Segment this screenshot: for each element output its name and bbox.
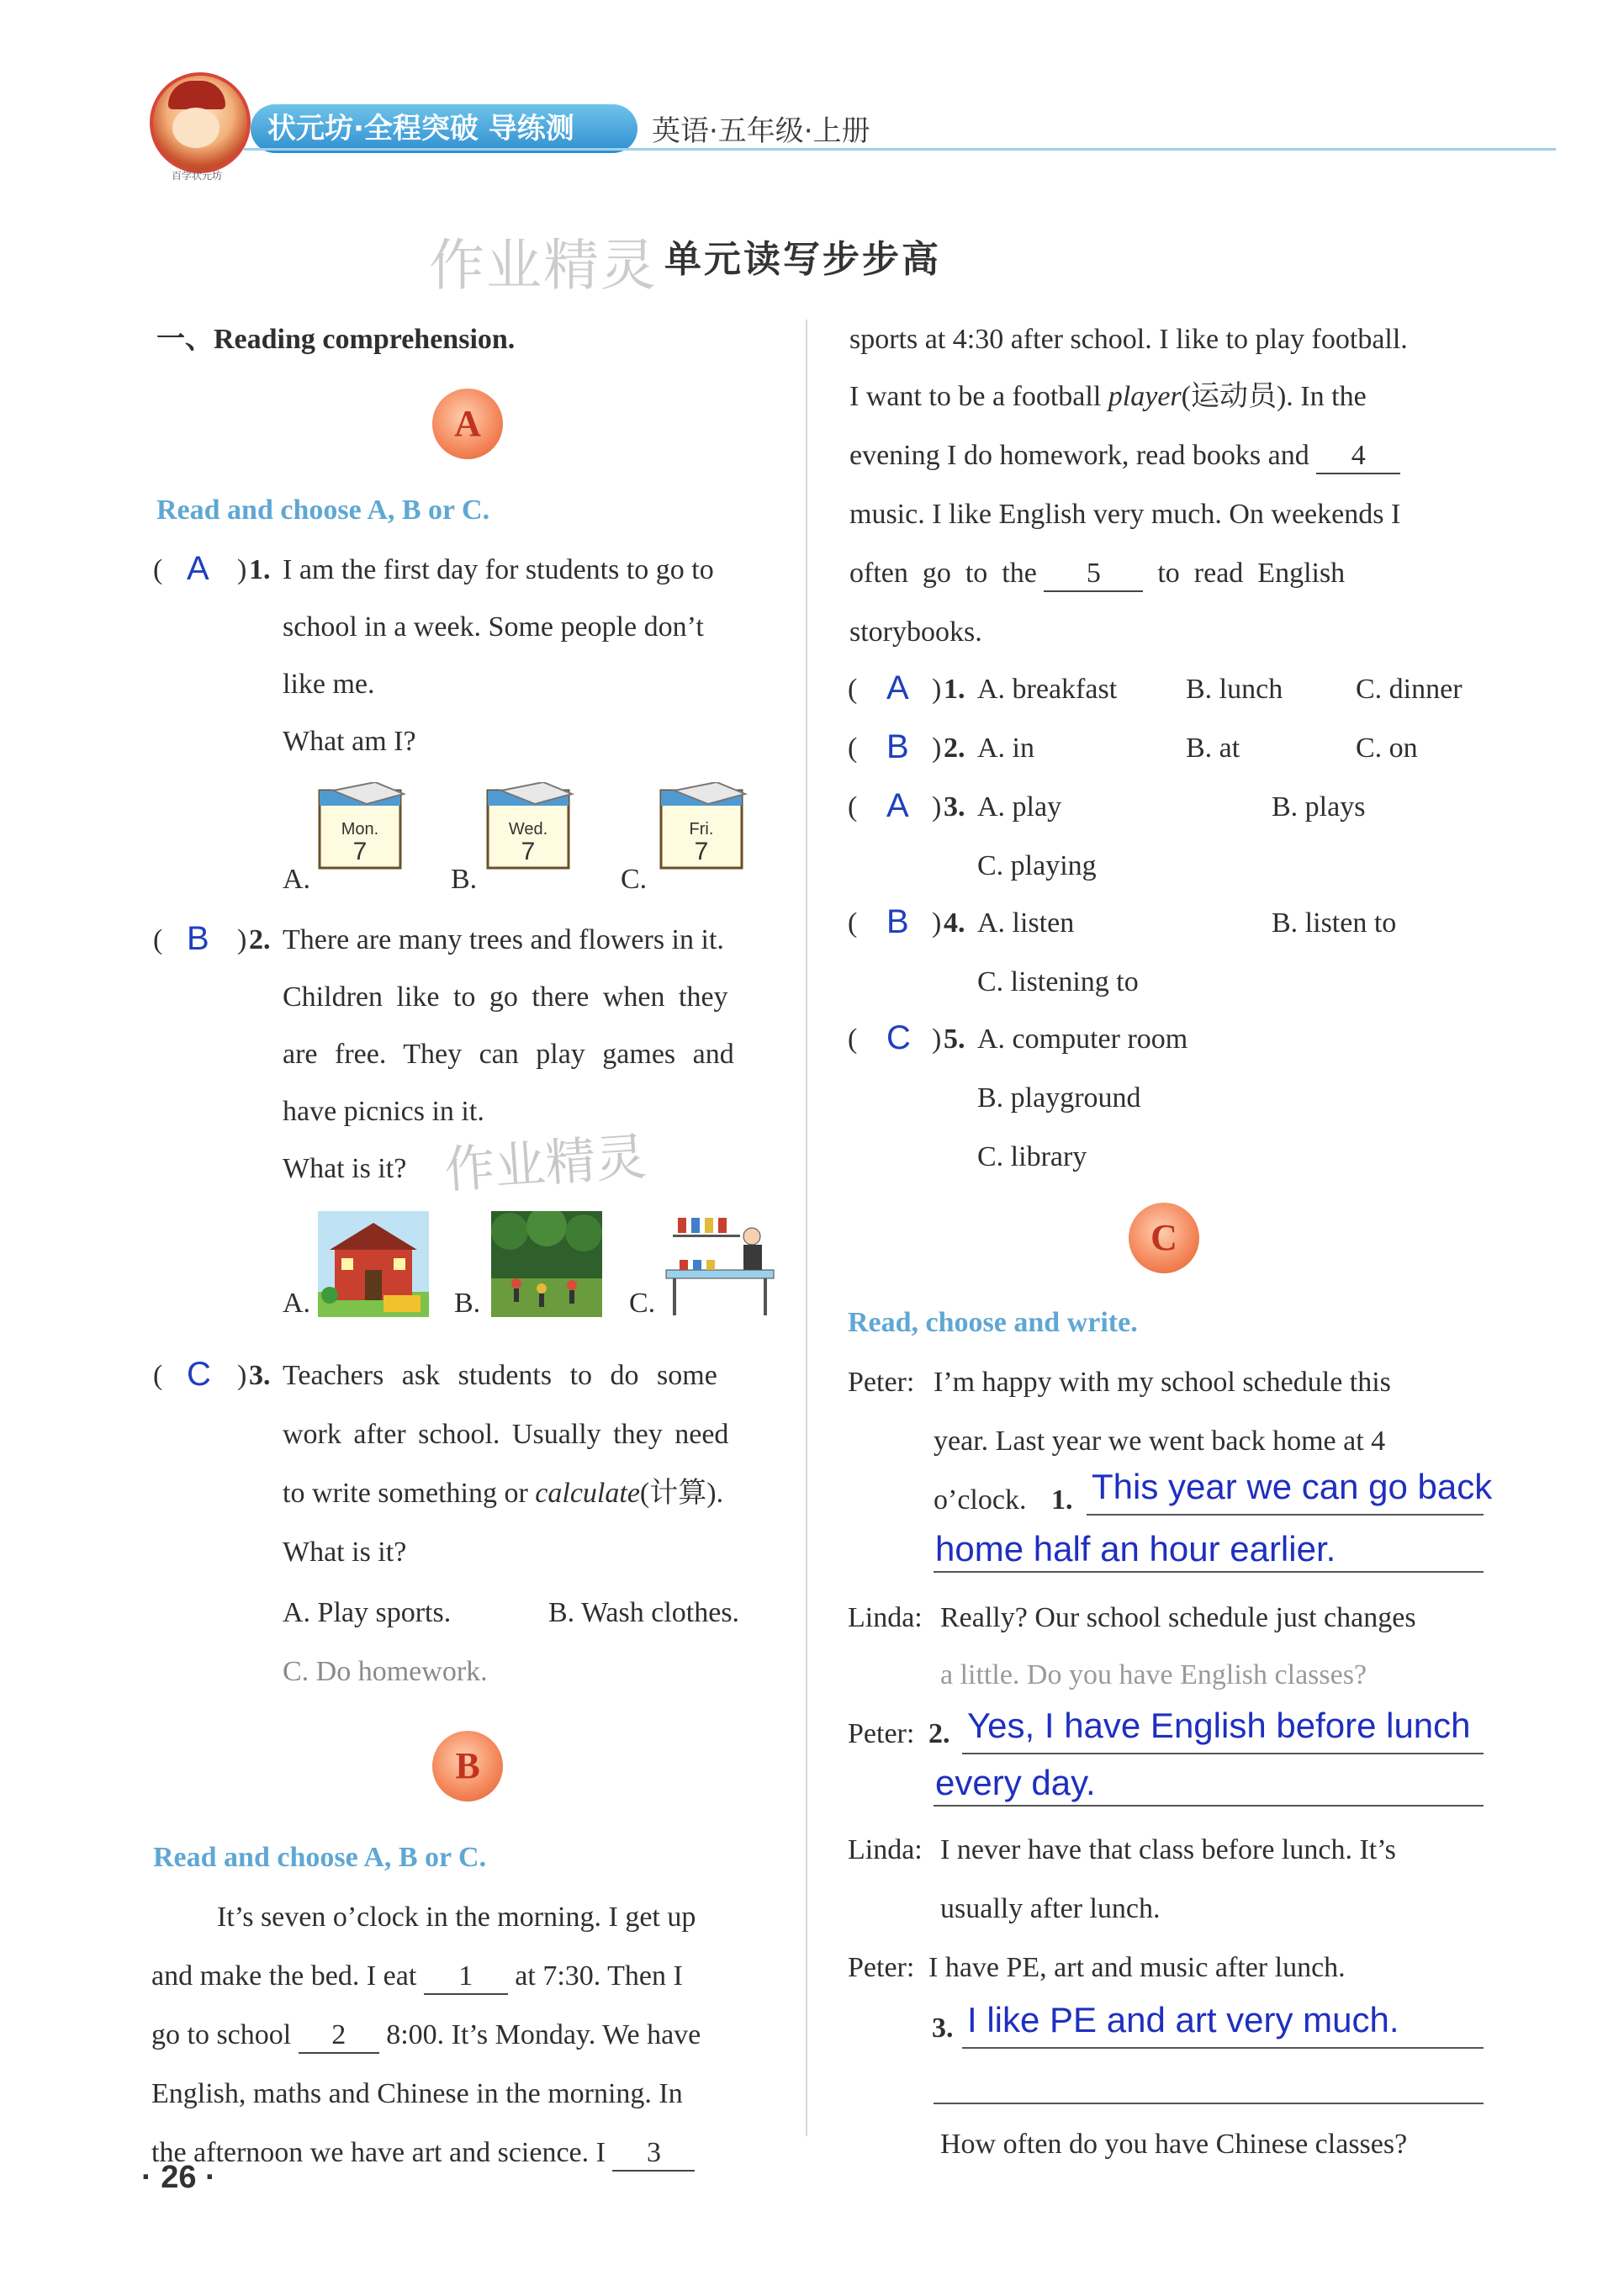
paren-close: ) [932,733,942,764]
dialogue-line: I’m happy with my school schedule this [934,1367,1391,1398]
passage-line: English, maths and Chinese in the morning. In [151,2078,683,2109]
blank-3: 3 [612,2136,695,2172]
answer-b4: B [886,903,909,940]
question-number: 3. [249,1360,271,1391]
q2-line: Children like to go there when they [283,981,728,1013]
q3-option-b: B. Wash clothes. [548,1597,740,1628]
question-number: 1. [944,674,965,705]
school-picture [318,1211,429,1317]
passage-line: storybooks. [849,616,982,648]
blank-2: 2 [299,2018,379,2054]
answer-b1: A [886,669,909,706]
question-number: 1. [249,554,271,585]
option-a: A. computer room [977,1024,1188,1055]
paren-open: ( [848,674,858,705]
dialogue-line: o’clock. [934,1484,1027,1516]
calendar-date: 7 [694,838,709,865]
q3-line: Teachers ask students to do some [283,1360,717,1391]
handwritten-answer: I like PE and art very much. [967,2000,1399,2039]
dialogue-line: Really? Our school schedule just changes [940,1602,1416,1633]
column-divider [806,320,807,2136]
passage-line: evening I do homework, read books and 4 [849,439,1400,474]
q1-question: What am I? [283,726,416,757]
speaker-linda: Linda: [848,1602,923,1633]
park-picture [491,1211,602,1317]
q2-line: There are many trees and flowers in it. [283,924,724,955]
instruction-b: Read and choose A, B or C. [153,1842,487,1873]
calendar-day: Fri. [689,820,714,839]
option-a: A. play [977,791,1062,823]
handwritten-answer: home half an hour earlier. [935,1529,1336,1569]
dialogue-line: I have PE, art and music after lunch. [928,1952,1346,1983]
instruction-c: Read, choose and write. [848,1307,1138,1338]
watermark: 作业精灵 [442,1127,648,1201]
option-b: B. lunch [1186,674,1283,705]
write-line [934,1571,1484,1573]
blank-number: 1. [1051,1484,1073,1516]
calendar-icon [484,782,579,871]
calendar-date: 7 [521,838,536,865]
answer-q3: C [187,1356,211,1393]
option-c: C. playing [977,850,1097,881]
question-number: 3. [944,791,965,823]
blank-4: 4 [1316,439,1400,474]
option-label: C. [621,864,648,895]
dialogue-line: How often do you have Chinese classes? [940,2129,1408,2160]
q2-line: are free. They can play games and [283,1039,734,1070]
option-c: C. on [1356,733,1418,764]
paren-close: ) [932,791,942,823]
question-number: 2. [944,733,965,764]
write-line [962,2047,1484,2049]
option-b: B. plays [1272,791,1366,823]
part-heading: 一、Reading comprehension. [156,324,516,355]
mascot-face [172,108,220,148]
passage-line: often go to the 5 to read English [849,557,1345,592]
speaker-linda: Linda: [848,1834,923,1865]
paren-open: ( [153,554,163,585]
instruction-a: Read and choose A, B or C. [156,495,490,526]
blank-number: 3. [932,2013,954,2044]
badge-a: A [432,389,503,459]
answer-b5: C [886,1019,911,1056]
q2-line: have picnics in it. [283,1096,484,1127]
passage-line: sports at 4:30 after school. I like to play football. [849,324,1408,355]
passage-line: It’s seven o’clock in the morning. I get up [217,1902,696,1933]
paren-close: ) [237,554,247,585]
brand-title: 状元坊·全程突破 导练测 [251,104,637,153]
option-c: C. library [977,1141,1087,1172]
calendar-date: 7 [352,838,368,865]
question-number: 2. [249,924,271,955]
paren-close: ) [237,1360,247,1391]
calendar-icon [316,782,410,871]
shop-picture [664,1211,775,1317]
dialogue-line: I never have that class before lunch. It’s [940,1834,1396,1865]
section-title: 单元读写步步高 [664,238,941,281]
handwritten-answer: Yes, I have English before lunch [967,1706,1471,1745]
badge-c: C [1129,1203,1199,1273]
option-a: A. breakfast [977,674,1118,705]
subject-label: 英语·五年级·上册 [652,114,870,148]
paren-close: ) [932,1024,942,1055]
option-b: B. playground [977,1082,1141,1114]
badge-b: B [432,1731,503,1801]
answer-q1: A [187,550,209,587]
speaker-peter: Peter: [848,1718,915,1749]
q1-line: I am the first day for students to go to [283,554,714,585]
write-line [934,2103,1484,2104]
option-a: A. listen [977,907,1075,939]
paren-close: ) [237,924,247,955]
dialogue-line: a little. Do you have English classes? [940,1659,1367,1690]
q1-line: school in a week. Some people don’t [283,611,704,643]
passage-line: music. I like English very much. On weekends I [849,499,1401,530]
paren-close: ) [932,674,942,705]
speaker-peter: Peter: [848,1952,915,1983]
option-label: A. [283,1288,311,1319]
mascot-caption: 百学状元坊 [171,170,222,182]
passage-line: the afternoon we have art and science. I 3 [151,2136,695,2172]
option-label: B. [451,864,478,895]
q3-option-a: A. Play sports. [283,1597,452,1628]
dialogue-line: year. Last year we went back home at 4 [934,1426,1386,1457]
option-b: B. listen to [1272,907,1397,939]
watermark: 作业精灵 [429,233,658,298]
speaker-peter: Peter: [848,1367,915,1398]
passage-line: I want to be a football player(运动员). In the [849,381,1367,412]
answer-b2: B [886,728,909,765]
blank-5: 5 [1044,557,1143,592]
paren-close: ) [932,907,942,939]
q3-line: work after school. Usually they need [283,1419,729,1450]
paren-open: ( [153,924,163,955]
q2-question: What is it? [283,1153,407,1184]
q1-line: like me. [283,669,375,700]
page-number: · 26 · [141,2160,216,2195]
option-label: C. [629,1288,656,1319]
paren-open: ( [848,733,858,764]
q3-question: What is it? [283,1537,407,1568]
question-number: 4. [944,907,965,939]
calendar-day: Wed. [508,820,548,839]
option-b: B. at [1186,733,1240,764]
question-number: 5. [944,1024,965,1055]
option-a: A. in [977,733,1034,764]
answer-b3: A [886,787,909,824]
q3-option-c: C. Do homework. [283,1656,488,1687]
blank-number: 2. [928,1718,950,1749]
option-c: C. listening to [977,966,1139,997]
passage-line: go to school 2 8:00. It’s Monday. We have [151,2018,701,2054]
option-label: A. [283,864,311,895]
calendar-day: Mon. [341,820,379,839]
q3-line-3: to write something or calculate(计算). [283,1478,724,1509]
handwritten-answer: every day. [935,1763,1096,1802]
paren-open: ( [153,1360,163,1391]
blank-1: 1 [424,1960,508,1995]
handwritten-answer: This year we can go back [1092,1467,1493,1506]
paren-open: ( [848,907,858,939]
answer-q2: B [187,920,209,957]
option-c: C. dinner [1356,674,1463,705]
write-line [1087,1514,1484,1516]
write-line [962,1753,1484,1754]
dialogue-line: usually after lunch. [940,1893,1161,1924]
header-divider [244,148,1556,151]
passage-line: and make the bed. I eat 1 at 7:30. Then I [151,1960,683,1995]
write-line [934,1805,1484,1807]
paren-open: ( [848,791,858,823]
paren-open: ( [848,1024,858,1055]
option-label: B. [454,1288,481,1319]
calendar-icon [658,782,752,871]
